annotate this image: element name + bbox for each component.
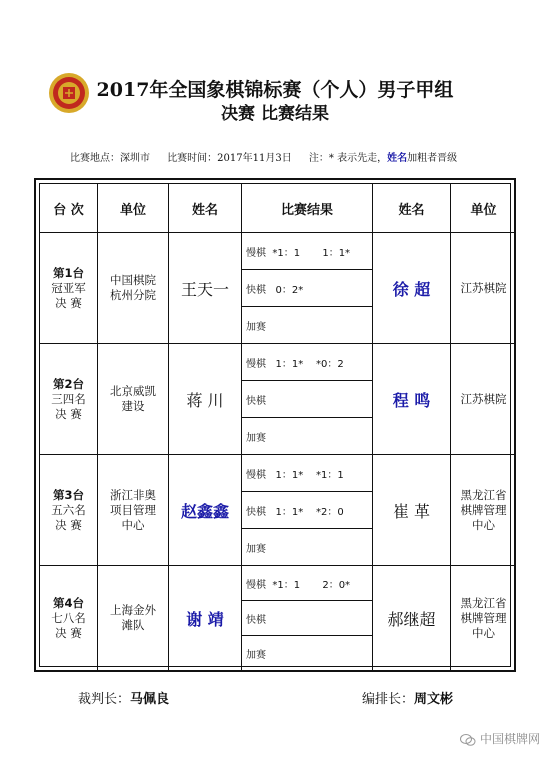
results-table (34, 178, 516, 672)
col-header-result: 比赛结果 (242, 184, 373, 233)
right-unit-line: 江苏棋院 (460, 391, 507, 406)
col-header-table: 台 次 (40, 184, 98, 233)
right-player-name: 徐 超 (373, 233, 451, 344)
rapid-game-result: 快棋 (242, 381, 372, 418)
left-unit-line: 杭州分院 (110, 288, 156, 302)
right-unit-line: 黑龙江省 (460, 595, 507, 610)
table-no: 第1台 (52, 265, 84, 280)
left-unit-line: 滩队 (121, 618, 145, 632)
referee-label: 裁判长： (78, 692, 131, 707)
right-unit-line: 江苏棋院 (460, 280, 507, 295)
right-unit-cell (451, 233, 516, 344)
right-unit-line: 棋牌管理 (460, 502, 507, 517)
extra-game-result: 加赛 (246, 432, 266, 444)
round-text: 三四名 (51, 391, 86, 406)
table-no-cell (40, 455, 98, 566)
results-table-inner (39, 183, 511, 667)
table-no: 第3台 (52, 487, 84, 502)
table-no-cell (40, 344, 98, 455)
col-header-right-unit: 单位 (451, 184, 516, 233)
rapid-game-result: 快棋 1：1* *2：0 (242, 492, 372, 529)
watermark-text: 中国棋牌网 (479, 732, 540, 746)
result-cell (242, 233, 373, 344)
right-player-name: 崔 革 (373, 455, 451, 566)
venue-text: 比赛地点：深圳市 (70, 153, 150, 164)
slow-game-result: 慢棋 1：1* *1：1 (242, 455, 372, 492)
col-header-left-name: 姓名 (169, 184, 242, 233)
round-text: 七八名 (51, 610, 86, 625)
left-unit-line: 中心 (121, 517, 145, 532)
wechat-icon (460, 733, 476, 747)
left-unit-line: 建设 (121, 399, 145, 413)
table-no: 第4台 (52, 595, 84, 610)
note-suffix: 加粗者晋级 (407, 153, 458, 164)
slow-game-result: 慢棋 *1：1 2：0* (242, 566, 372, 601)
rapid-game-result: 快棋 0：2* (242, 270, 372, 307)
result-cell (242, 455, 373, 566)
page-subtitle: 决赛 比赛结果 (221, 104, 329, 124)
round-text: 冠亚军 (51, 280, 86, 295)
result-cell (242, 566, 373, 670)
referee-name: 马佩良 (130, 692, 170, 707)
left-player-name: 赵鑫鑫 (169, 455, 242, 566)
right-unit-cell (451, 344, 516, 455)
rapid-game-result: 快棋 (242, 601, 372, 636)
right-unit-line: 棋牌管理 (460, 610, 507, 625)
extra-game-result: 加赛 (246, 321, 266, 333)
left-unit-line: 项目管理 (110, 502, 156, 517)
referee-line (78, 688, 169, 707)
left-unit-cell (98, 566, 169, 670)
time-text: 比赛时间：2017年11月3日 (167, 153, 292, 164)
right-unit-cell (451, 566, 516, 670)
right-player-name: 郝继超 (373, 566, 451, 670)
right-unit-cell (451, 455, 516, 566)
stage-text: 决 赛 (55, 295, 82, 310)
right-unit-line: 中心 (472, 517, 495, 532)
table-no: 第2台 (52, 376, 84, 391)
right-unit-line: 中心 (472, 625, 495, 640)
right-unit-line: 黑龙江省 (460, 487, 507, 502)
note-prefix: 注：* 表示先走， (308, 153, 388, 164)
note-name-bold: 姓名 (387, 153, 408, 164)
left-unit-line: 北京威凯 (110, 384, 156, 398)
arranger-label: 编排长： (362, 692, 415, 707)
stage-text: 决 赛 (55, 625, 82, 640)
left-unit-line: 浙江非奥 (110, 487, 156, 502)
match-info-line (70, 149, 457, 164)
slow-game-result: 慢棋 1：1* *0：2 (242, 344, 372, 381)
col-header-left-unit: 单位 (98, 184, 169, 233)
stage-text: 决 赛 (55, 517, 82, 532)
left-player-name: 蒋 川 (169, 344, 242, 455)
left-unit-line: 上海金外 (110, 603, 156, 617)
table-no-cell (40, 566, 98, 670)
left-unit-cell (98, 455, 169, 566)
left-unit-cell (98, 344, 169, 455)
left-unit-line: 中国棋院 (110, 273, 156, 287)
left-unit-cell (98, 233, 169, 344)
table-no-cell (40, 233, 98, 344)
left-player-name: 谢 靖 (169, 566, 242, 670)
page-title: 2017年全国象棋锦标赛（个人）男子甲组 (96, 79, 454, 101)
slow-game-result: 慢棋 *1：1 1：1* (242, 233, 372, 270)
left-player-name: 王天一 (169, 233, 242, 344)
watermark (460, 730, 540, 747)
result-cell (242, 344, 373, 455)
arranger-line (362, 688, 453, 707)
round-text: 五六名 (51, 502, 86, 517)
extra-game-result: 加赛 (246, 543, 266, 555)
stage-text: 决 赛 (55, 406, 82, 421)
extra-game-result: 加赛 (246, 649, 266, 661)
right-player-name: 程 鸣 (373, 344, 451, 455)
col-header-right-name: 姓名 (373, 184, 451, 233)
arranger-name: 周文彬 (414, 692, 454, 707)
